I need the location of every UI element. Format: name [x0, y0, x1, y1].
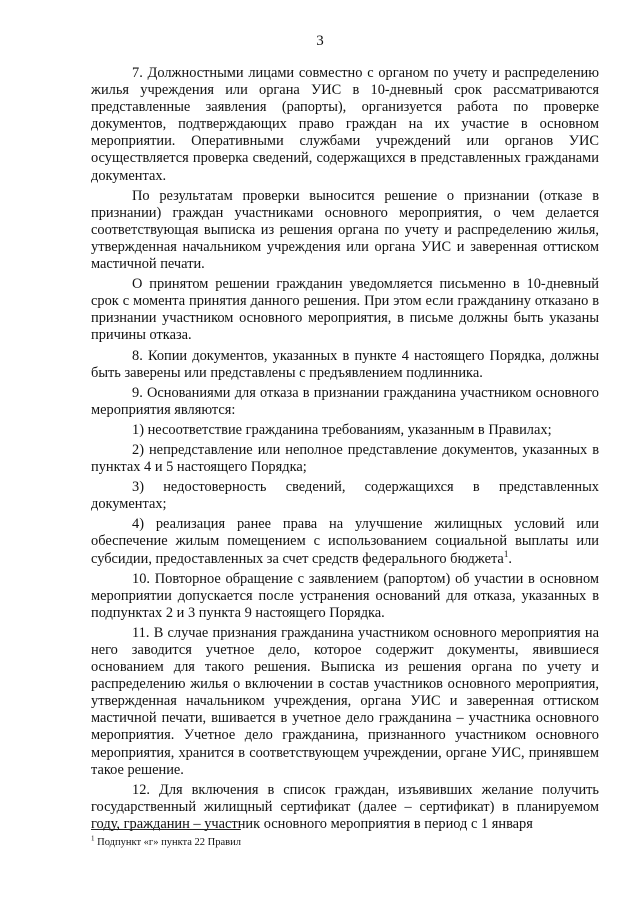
paragraph-12: 12. Для включения в список граждан, изъявивших желание получить государственный жилищный сертификат (далее – сертификат) в планируемом году, гражданин – участник основного мероприятия в период с 1 января — [91, 781, 599, 832]
list-item-4 — [91, 516, 599, 567]
footnote-text: Подпункт «г» пункта 22 Правил — [97, 837, 241, 848]
paragraph-10: 10. Повторное обращение с заявлением (рапортом) об участии в основном мероприятии допускается после устранения оснований для отказа, указанных в подпунктах 2 и 3 пункта 9 настоящего Порядка. — [91, 570, 599, 621]
paragraph-notification: О принятом решении гражданин уведомляется письменно в 10-дневный срок с момента принятия данного решения. При этом если гражданину отказано в признании участником основного мероприятия, в письме должны быть указаны причины отказа. — [91, 276, 599, 344]
footnote-number: 1 — [91, 834, 95, 843]
list-item-4-end: . — [508, 550, 512, 567]
page-number: 3 — [316, 33, 324, 49]
list-item-3: 3) недостоверность сведений, содержащихся в представленных документах; — [91, 479, 599, 513]
footnote-marker: 1 — [503, 548, 509, 559]
paragraph-7: 7. Должностными лицами совместно с органом по учету и распределению жилья учреждения или органа УИС в 10-дневный срок рассматриваются представленные заявления (рапорты), организуется работа по проверке документов, подтверждающих право граждан на их участие в основном мероприятии. Оперативными службами учреждений или органов УИС осуществляется проверка сведений, содержащихся в представленных гражданами документах. — [91, 65, 599, 184]
list-item-2: 2) непредставление или неполное представление документов, указанных в пунктах 4 и 5 настоящего Порядка; — [91, 441, 599, 476]
footnote-divider — [91, 829, 241, 830]
footnote — [91, 836, 599, 849]
paragraph-8: 8. Копии документов, указанных в пункте 4 настоящего Порядка, должны быть заверены или представлены с предъявлением подлинника. — [91, 347, 599, 381]
document-body — [91, 65, 599, 836]
list-item-1: 1) несоответствие гражданина требованиям, указанным в Правилах; — [132, 421, 552, 438]
paragraph-11: 11. В случае признания гражданина участником основного мероприятия на него заводится учетное дело, которое содержит документы, явившиеся основанием для такого решения. Выписка из решения органа по учету и распределению жилья о включении в состав участников основного мероприятия, утвержденная начальником учреждения, органа УИС и заверенная оттиском мастичной печати, вшивается в учетное дело гражданина – участника основного мероприятия. Учетное дело гражданина, признанного участником основного мероприятия, хранится в соответствующем учреждении, органе УИС, принявшем такое решение. — [91, 624, 599, 778]
list-item-4-text: 4) реализация ранее права на улучшение жилищных условий или обеспечение жилым помещением с использованием социальной выплаты или субсидии, предоставленных за счет средств федерального бюджета — [91, 516, 599, 567]
paragraph-inspection-result: По результатам проверки выносится решение о признании (отказе в признании) граждан участниками основного мероприятия, о чем делается соответствующая выписка из решения органа по учету и распределению жилья, утвержденная начальником учреждения или органа УИС и заверенная оттиском мастичной печати. — [91, 187, 599, 273]
paragraph-9: 9. Основаниями для отказа в признании гражданина участником основного мероприятия являются: — [91, 384, 599, 418]
